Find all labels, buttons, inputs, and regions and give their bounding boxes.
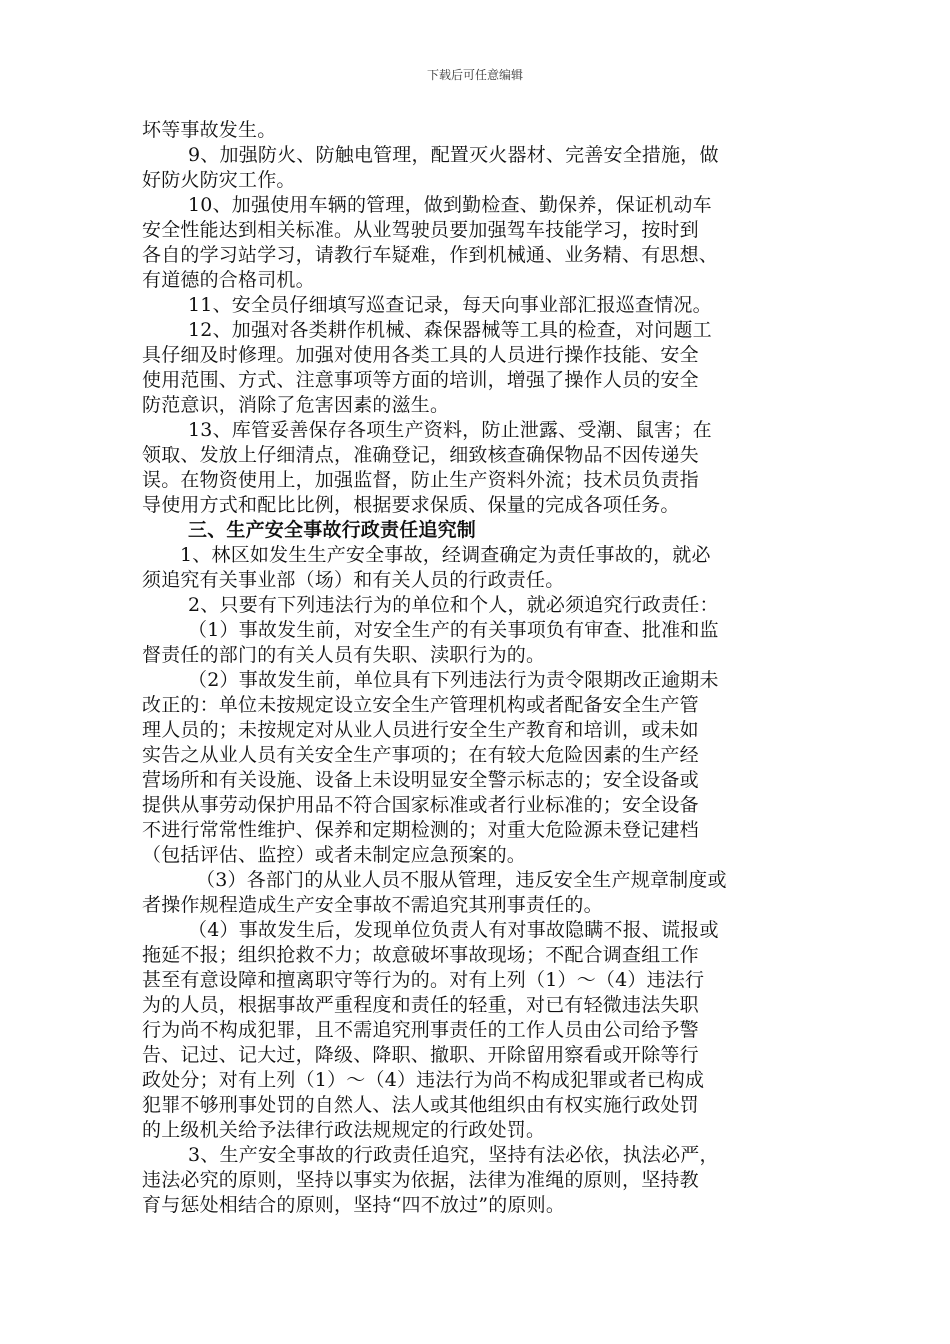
text-line: 导使用方式和配比比例，根据要求保质、保量的完成各项任务。 — [142, 494, 680, 516]
section-heading: 三、生产安全事故行政责任追究制 — [188, 519, 477, 541]
text-line: （3）各部门的从业人员不服从管理，违反安全生产规章制度或 — [196, 869, 727, 891]
text-line: 实告之从业人员有关安全生产事项的；在有较大危险因素的生产经 — [142, 744, 699, 766]
text-line: 改正的：单位未按规定设立安全生产管理机构或者配备安全生产管 — [142, 694, 699, 716]
text-line: 者操作规程造成生产安全事故不需追究其刑事责任的。 — [142, 894, 603, 916]
text-line: 拖延不报；组织抢救不力；故意破坏事故现场；不配合调查组工作 — [142, 944, 699, 966]
text-line: 不进行常常性维护、保养和定期检测的；对重大危险源未登记建档 — [142, 819, 699, 841]
text-line: 11、安全员仔细填写巡查记录，每天向事业部汇报巡查情况。 — [188, 294, 712, 316]
text-line: 1、林区如发生生产安全事故，经调查确定为责任事故的，就必 — [180, 544, 711, 566]
text-line: 育与惩处相结合的原则，坚持“四不放过”的原则。 — [142, 1194, 566, 1216]
text-line: 政处分；对有上列（1）～（4）违法行为尚不构成犯罪或者已构成 — [142, 1069, 705, 1091]
text-line: 12、加强对各类耕作机械、森保器械等工具的检查，对问题工 — [188, 319, 712, 341]
text-line: 防范意识，消除了危害因素的滋生。 — [142, 394, 450, 416]
text-line: 9、加强防火、防触电管理，配置灭火器材、完善安全措施，做 — [188, 144, 719, 166]
text-line: 犯罪不够刑事处罚的自然人、法人或其他组织由有权实施行政处罚 — [142, 1094, 699, 1116]
text-line: （包括评估、监控）或者未制定应急预案的。 — [142, 844, 527, 866]
text-line: 的上级机关给予法律行政法规规定的行政处罚。 — [142, 1119, 546, 1141]
body-text — [142, 118, 808, 1218]
text-line: 有道德的合格司机。 — [142, 269, 315, 291]
text-line: 使用范围、方式、注意事项等方面的培训，增强了操作人员的安全 — [142, 369, 699, 391]
text-line: 安全性能达到相关标准。从业驾驶员要加强驾车技能学习，按时到 — [142, 219, 699, 241]
text-line: 误。在物资使用上，加强监督，防止生产资料外流；技术员负责指 — [142, 469, 699, 491]
text-line: 理人员的；未按规定对从业人员进行安全生产教育和培训，或未如 — [142, 719, 699, 741]
text-line: 2、只要有下列违法行为的单位和个人，就必须追究行政责任： — [188, 594, 719, 616]
text-line: 具仔细及时修理。加强对使用各类工具的人员进行操作技能、安全 — [142, 344, 699, 366]
text-line: 须追究有关事业部（场）和有关人员的行政责任。 — [142, 569, 565, 591]
text-line: 13、库管妥善保存各项生产资料，防止泄露、受潮、鼠害；在 — [188, 419, 712, 441]
text-line: 提供从事劳动保护用品不符合国家标准或者行业标准的；安全设备 — [142, 794, 699, 816]
text-line: 甚至有意设障和擅离职守等行为的。对有上列（1）～（4）违法行 — [142, 969, 705, 991]
page-header: 下载后可任意编辑 — [426, 68, 523, 82]
text-line: 坏等事故发生。 — [142, 119, 277, 141]
text-line: 违法必究的原则，坚持以事实为依据，法律为准绳的原则，坚持教 — [142, 1169, 699, 1191]
text-line: 领取、发放上仔细清点，准确登记，细致核查确保物品不因传递失 — [142, 444, 699, 466]
text-line: 营场所和有关设施、设备上未设明显安全警示标志的；安全设备或 — [142, 769, 699, 791]
text-line: 为的人员，根据事故严重程度和责任的轻重，对已有轻微违法失职 — [142, 994, 699, 1016]
text-line: （2）事故发生前，单位具有下列违法行为责令限期改正逾期未 — [188, 669, 719, 691]
text-line: （4）事故发生后，发现单位负责人有对事故隐瞒不报、谎报或 — [188, 919, 719, 941]
text-line: 行为尚不构成犯罪，且不需追究刑事责任的工作人员由公司给予警 — [142, 1019, 699, 1041]
text-line: 各自的学习站学习，请教行车疑难，作到机械通、业务精、有思想、 — [142, 244, 719, 266]
text-line: 3、生产安全事故的行政责任追究，坚持有法必依，执法必严， — [188, 1144, 719, 1166]
text-line: 好防火防灾工作。 — [142, 169, 296, 191]
text-line: 告、记过、记大过，降级、降职、撤职、开除留用察看或开除等行 — [142, 1044, 699, 1066]
text-line: 10、加强使用车辆的管理，做到勤检查、勤保养，保证机动车 — [188, 194, 712, 216]
text-line: （1）事故发生前，对安全生产的有关事项负有审查、批准和监 — [188, 619, 719, 641]
text-line: 督责任的部门的有关人员有失职、渎职行为的。 — [142, 644, 546, 666]
